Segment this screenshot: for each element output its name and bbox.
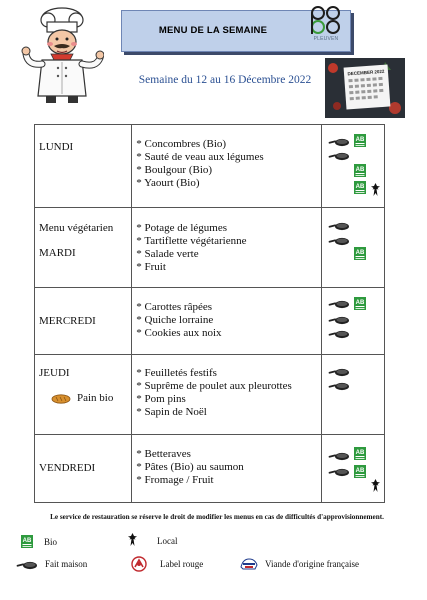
legend-fait-maison-label: Fait maison [45,559,88,569]
bread-label: Pain bio [77,392,114,404]
ermine-icon [370,479,381,492]
dishes-cell [132,288,322,355]
ab-bio-icon [354,181,366,194]
ab-bio-icon [354,465,366,478]
labels-cell [321,435,384,503]
frying-pan-icon [328,152,350,161]
dish-item: * Tartiflette végétarienne [136,235,247,247]
labels-cell [321,125,384,208]
dish-item: * Quiche lorraine [136,314,214,326]
day-name: MERCREDI [39,315,96,327]
dish-item: * Carottes râpées [136,301,213,313]
dish-item: * Yaourt (Bio) [136,177,200,189]
dish-item: * Pom pins [136,393,186,405]
dish-item: * Salade verte [136,248,199,260]
frying-pan-icon [328,316,350,325]
frying-pan-icon [328,368,350,377]
legend-viande-label: Viande d'origine française [265,559,360,569]
ab-bio-icon [354,447,366,460]
dish-item: * Concombres (Bio) [136,138,227,150]
dishes-cell [132,435,322,503]
day-cell [35,435,132,503]
french-meat-icon [239,555,259,571]
dishes-cell [132,208,322,288]
logo-name: PLEUVEN [313,36,339,42]
frying-pan-icon [328,468,350,477]
table-row-vendredi [35,435,385,503]
pleuven-logo-icon [306,4,346,36]
frying-pan-icon [328,330,350,339]
legend-bio-label: Bio [44,537,58,547]
dish-item: * Fruit [136,261,166,273]
week-subtitle: Semaine du 12 au 16 Décembre 2022 [138,74,312,86]
frying-pan-icon [328,300,350,309]
table-row-mardi [35,208,385,288]
dish-item: * Fromage / Fruit [136,474,214,486]
ab-bio-icon [354,297,366,310]
ermine-icon [370,183,381,196]
dish-item: * Sauté de veau aux légumes [136,151,264,163]
ab-bio-icon [21,535,33,548]
dish-item: * Suprême de poulet aux pleurottes [136,380,292,392]
dish-item: * Feuilletés festifs [136,367,217,379]
dish-item: * Betteraves [136,448,191,460]
day-name: MARDI [39,247,76,259]
frying-pan-icon [16,561,38,570]
dish-item: * Cookies aux noix [136,327,222,339]
dish-item: * Pâtes (Bio) au saumon [136,461,244,473]
day-name: LUNDI [39,141,74,153]
table-row-jeudi [35,355,385,435]
day-cell [35,208,132,288]
legend-local-label: Local [157,536,178,546]
frying-pan-icon [328,222,350,231]
dishes-cell [132,125,322,208]
disclaimer-note: Le service de restauration se réserve le droit de modifier les menus en cas de difficultés d'approvisionnement. [50,513,384,521]
labels-cell [321,355,384,435]
dish-item: * Boulgour (Bio) [136,164,213,176]
ab-bio-icon [354,164,366,177]
day-cell [35,288,132,355]
ermine-icon [127,533,138,546]
dish-item: * Sapin de Noël [136,406,207,418]
legend-label-rouge-label: Label rouge [160,559,204,569]
chef-icon [18,6,104,106]
calendar-image [325,58,405,118]
calendar-label: DECEMBER 2022 [347,68,385,77]
day-name: JEUDI [39,367,70,379]
frying-pan-icon [328,138,350,147]
table-row-lundi [35,125,385,208]
dish-item: * Potage de légumes [136,222,227,234]
day-note: Menu végétarien [39,222,114,234]
labels-cell [321,208,384,288]
table-row-mercredi [35,288,385,355]
dishes-cell [132,355,322,435]
menu-table [34,124,385,503]
bread-icon [51,394,71,404]
frying-pan-icon [328,452,350,461]
frying-pan-icon [328,382,350,391]
page-title: MENU DE LA SEMAINE [158,25,268,36]
frying-pan-icon [328,237,350,246]
day-cell [35,355,132,435]
label-rouge-icon [131,556,147,572]
ab-bio-icon [354,247,366,260]
day-cell [35,125,132,208]
ab-bio-icon [354,134,366,147]
day-name: VENDREDI [39,462,96,474]
labels-cell [321,288,384,355]
